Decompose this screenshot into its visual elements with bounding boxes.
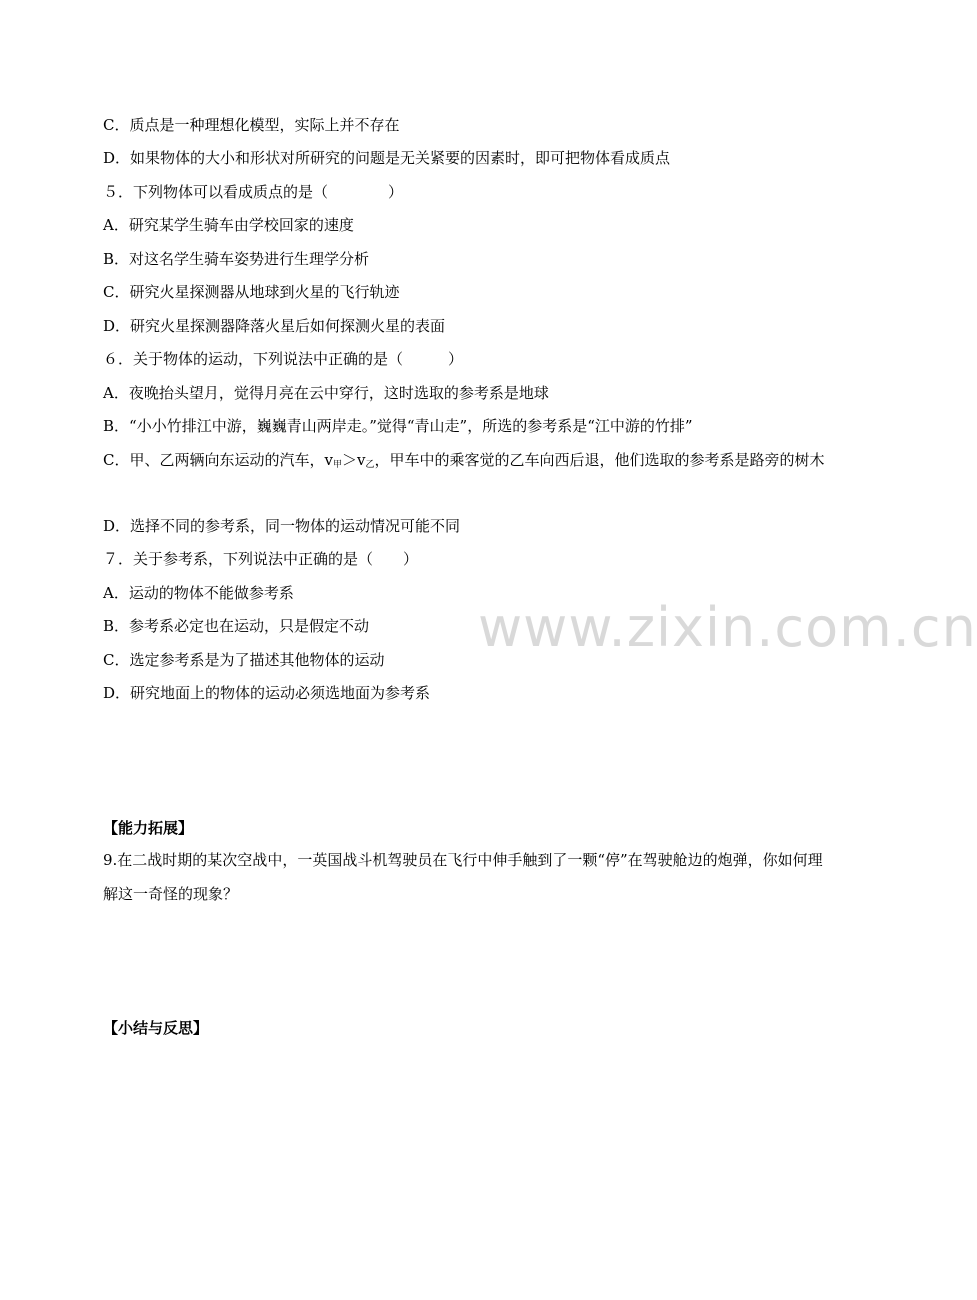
q6-stem: ６．关于物体的运动，下列说法中正确的是（ ） [103,350,464,368]
q7-option-d: D．研究地面上的物体的运动必须选地面为参考系 [103,684,431,702]
q6c-suffix: ，甲车中的乘客觉的乙车向西后退，他们选取的参考系是路旁的树木 [374,451,825,469]
q7-option-b: B．参考系必定也在运动，只是假定不动 [103,617,370,635]
q6-option-c [103,444,825,483]
q6c-gt: ＞v [341,451,366,469]
q6c-prefix: C．甲、乙两辆向东运动的汽车，v [103,451,333,469]
q6-option-d: D．选择不同的参考系，同一物体的运动情况可能不同 [103,517,461,535]
section-summary-heading: 【小结与反思】 [103,1019,209,1037]
q6c-sub-jia: 甲 [332,460,342,470]
q5-stem: ５．下列物体可以看成质点的是（ ） [103,183,404,201]
q5-option-a: A．研究某学生骑车由学校回家的速度 [103,216,354,234]
q6c-sub-yi: 乙 [365,460,375,470]
q5-option-c: C．研究火星探测器从地球到火星的飞行轨迹 [103,283,400,301]
q6-option-b: B．“小小竹排江中游，巍巍青山两岸走。”觉得“青山走”，所选的参考系是“江中游的竹排” [103,417,693,435]
section-ability-heading: 【能力拓展】 [103,819,194,837]
q7-stem: ７．关于参考系，下列说法中正确的是（ ） [103,550,419,568]
q9-text: 9.在二战时期的某次空战中，一英国战斗机驾驶员在飞行中伸手触到了一颗“停”在驾驶舱边的炮弹，你如何理解这一奇怪的现象？ [103,851,823,903]
q6-option-a: A．夜晚抬头望月，觉得月亮在云中穿行，这时选取的参考系是地球 [103,384,549,402]
q4-option-d: D．如果物体的大小和形状对所研究的问题是无关紧要的因素时，即可把物体看成质点 [103,149,671,167]
q7-option-a: A．运动的物体不能做参考系 [103,584,294,602]
q7-option-c: C．选定参考系是为了描述其他物体的运动 [103,651,385,669]
q5-option-d: D．研究火星探测器降落火星后如何探测火星的表面 [103,317,446,335]
q5-option-b: B．对这名学生骑车姿势进行生理学分析 [103,250,370,268]
q4-option-c: C．质点是一种理想化模型，实际上并不存在 [103,116,400,134]
watermark-text: www.zixin.com.cn [478,596,977,659]
